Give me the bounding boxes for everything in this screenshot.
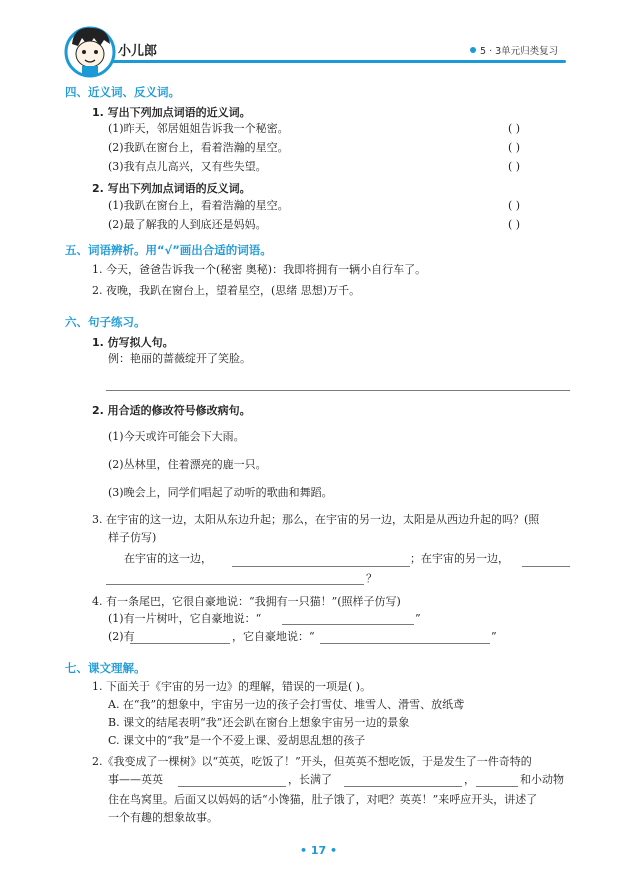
s7-q1-option-c: C. 课文中的“我”是一个不爱上课、爱胡思乱想的孩子 <box>108 734 366 747</box>
s6-q4-item-1-end: ” <box>415 612 421 625</box>
s6-q4-blank-3[interactable] <box>320 643 490 644</box>
page-number: • 17 • <box>300 844 338 857</box>
section-4-title: 四、近义词、反义词。 <box>65 85 180 99</box>
s7-q2-line-2a: 事——英英 <box>108 773 163 786</box>
header-rule <box>112 60 566 63</box>
section-6-title: 六、句子练习。 <box>65 315 146 329</box>
s6-q3-blank-3[interactable] <box>106 584 364 585</box>
section-7-title: 七、课文理解。 <box>65 661 146 675</box>
s6-q4-item-2-end: ” <box>491 630 497 643</box>
s6-q4-title: 4. 有一条尾巴，它很自豪地说：“我拥有一只猫！”(照样子仿写) <box>92 595 401 608</box>
s7-q1-option-a: A. 在“我”的想象中，宇宙另一边的孩子会打雪仗、堆雪人、滑雪、放纸鸢 <box>108 698 465 711</box>
s7-q2-line-2c: ， <box>464 773 475 786</box>
s7-q2-blank-1[interactable] <box>178 786 286 787</box>
s6-q1-example: 例：艳丽的蔷薇绽开了笑脸。 <box>108 352 251 365</box>
s6-q3-fill-b: ；在宇宙的另一边， <box>410 552 509 565</box>
s7-q1-title: 1. 下面关于《宇宙的另一边》的理解，错误的一项是( )。 <box>92 680 372 693</box>
s6-q2-item-2: (2)丛林里，住着漂亮的鹿一只。 <box>108 458 267 471</box>
s4-q1-answer-2[interactable]: ( ) <box>508 141 521 154</box>
section-5-title: 五、词语辨析。用“√”画出合适的词语。 <box>65 243 272 257</box>
s7-q1-option-b: B. 课文的结尾表明“我”还会趴在窗台上想象宇宙另一边的景象 <box>108 716 410 729</box>
s6-q4-blank-1[interactable] <box>282 624 414 625</box>
cartoon-boy-mascot-icon <box>64 22 116 80</box>
s7-q2-blank-3[interactable] <box>476 786 518 787</box>
s6-q2-item-3: (3)晚会上，同学们唱起了动听的歌曲和舞蹈。 <box>108 486 333 499</box>
s4-q2-title: 2. 写出下列加点词语的反义词。 <box>92 182 251 195</box>
s5-item-2: 2. 夜晚，我趴在窗台上，望着星空，(思绪 思想)万千。 <box>92 284 361 297</box>
s6-q4-item-2-mid: ，它自豪地说：“ <box>232 630 315 643</box>
s4-q1-answer-1[interactable]: ( ) <box>508 122 521 135</box>
s4-q1-item-1: (1)昨天，邻居姐姐告诉我一个秘密。 <box>108 122 289 135</box>
s4-q2-item-1: (1)我趴在窗台上，看着浩瀚的星空。 <box>108 199 289 212</box>
s4-q1-title: 1. 写出下列加点词语的近义词。 <box>92 106 251 119</box>
s6-q3-line-2: 样子仿写) <box>108 531 157 544</box>
s5-item-1: 1. 今天，爸爸告诉我一个(秘密 奥秘)：我即将拥有一辆小自行车了。 <box>92 263 427 276</box>
s6-q3-line-1: 3. 在宇宙的这一边，太阳从东边升起；那么，在宇宙的另一边，太阳是从西边升起的吗？(照 <box>92 513 540 526</box>
s6-q4-item-2: (2)有 <box>108 630 135 643</box>
s7-q2-line-2d: 和小动物 <box>520 773 564 786</box>
s6-q1-title: 1. 仿写拟人句。 <box>92 336 174 349</box>
s6-q2-title: 2. 用合适的修改符号修改病句。 <box>92 404 251 417</box>
s7-q2-line-1: 2.《我变成了一棵树》以“英英，吃饭了！”开头，但英英不想吃饭，于是发生了一件奇特的 <box>92 755 532 768</box>
unit-label: 5 · 3单元归类复习 <box>480 46 559 57</box>
s4-q2-item-2: (2)最了解我的人到底还是妈妈。 <box>108 218 267 231</box>
s4-q1-answer-3[interactable]: ( ) <box>508 160 521 173</box>
s7-q2-line-4: 一个有趣的想象故事。 <box>108 811 218 824</box>
s6-q3-fill-a: 在宇宙的这一边， <box>124 552 212 565</box>
s6-q4-blank-2[interactable] <box>130 643 230 644</box>
s6-q4-item-1: (1)有一片树叶，它自豪地说：“ <box>108 612 262 625</box>
s4-q1-item-2: (2)我趴在窗台上，看着浩瀚的星空。 <box>108 141 289 154</box>
s6-q3-end: ？ <box>366 572 377 585</box>
s6-q2-item-1: (1)今天或许可能会下大雨。 <box>108 430 245 443</box>
unit-dot-icon <box>470 47 476 53</box>
s4-q1-item-3: (3)我有点儿高兴，又有些失望。 <box>108 160 267 173</box>
s6-q1-answer-line[interactable] <box>106 390 570 391</box>
s4-q2-answer-1[interactable]: ( ) <box>508 199 521 212</box>
brand-title: 小儿郎 <box>118 44 158 59</box>
s7-q2-line-3: 住在鸟窝里。后面又以妈妈的话“小馋猫，肚子饿了，对吧？英英！”来呼应开头，讲述了 <box>108 793 538 806</box>
s6-q3-blank-2[interactable] <box>522 566 570 567</box>
s4-q2-answer-2[interactable]: ( ) <box>508 218 521 231</box>
s6-q3-blank-1[interactable] <box>232 566 410 567</box>
s7-q2-line-2b: ，长满了 <box>288 773 332 786</box>
s7-q2-blank-2[interactable] <box>344 786 462 787</box>
